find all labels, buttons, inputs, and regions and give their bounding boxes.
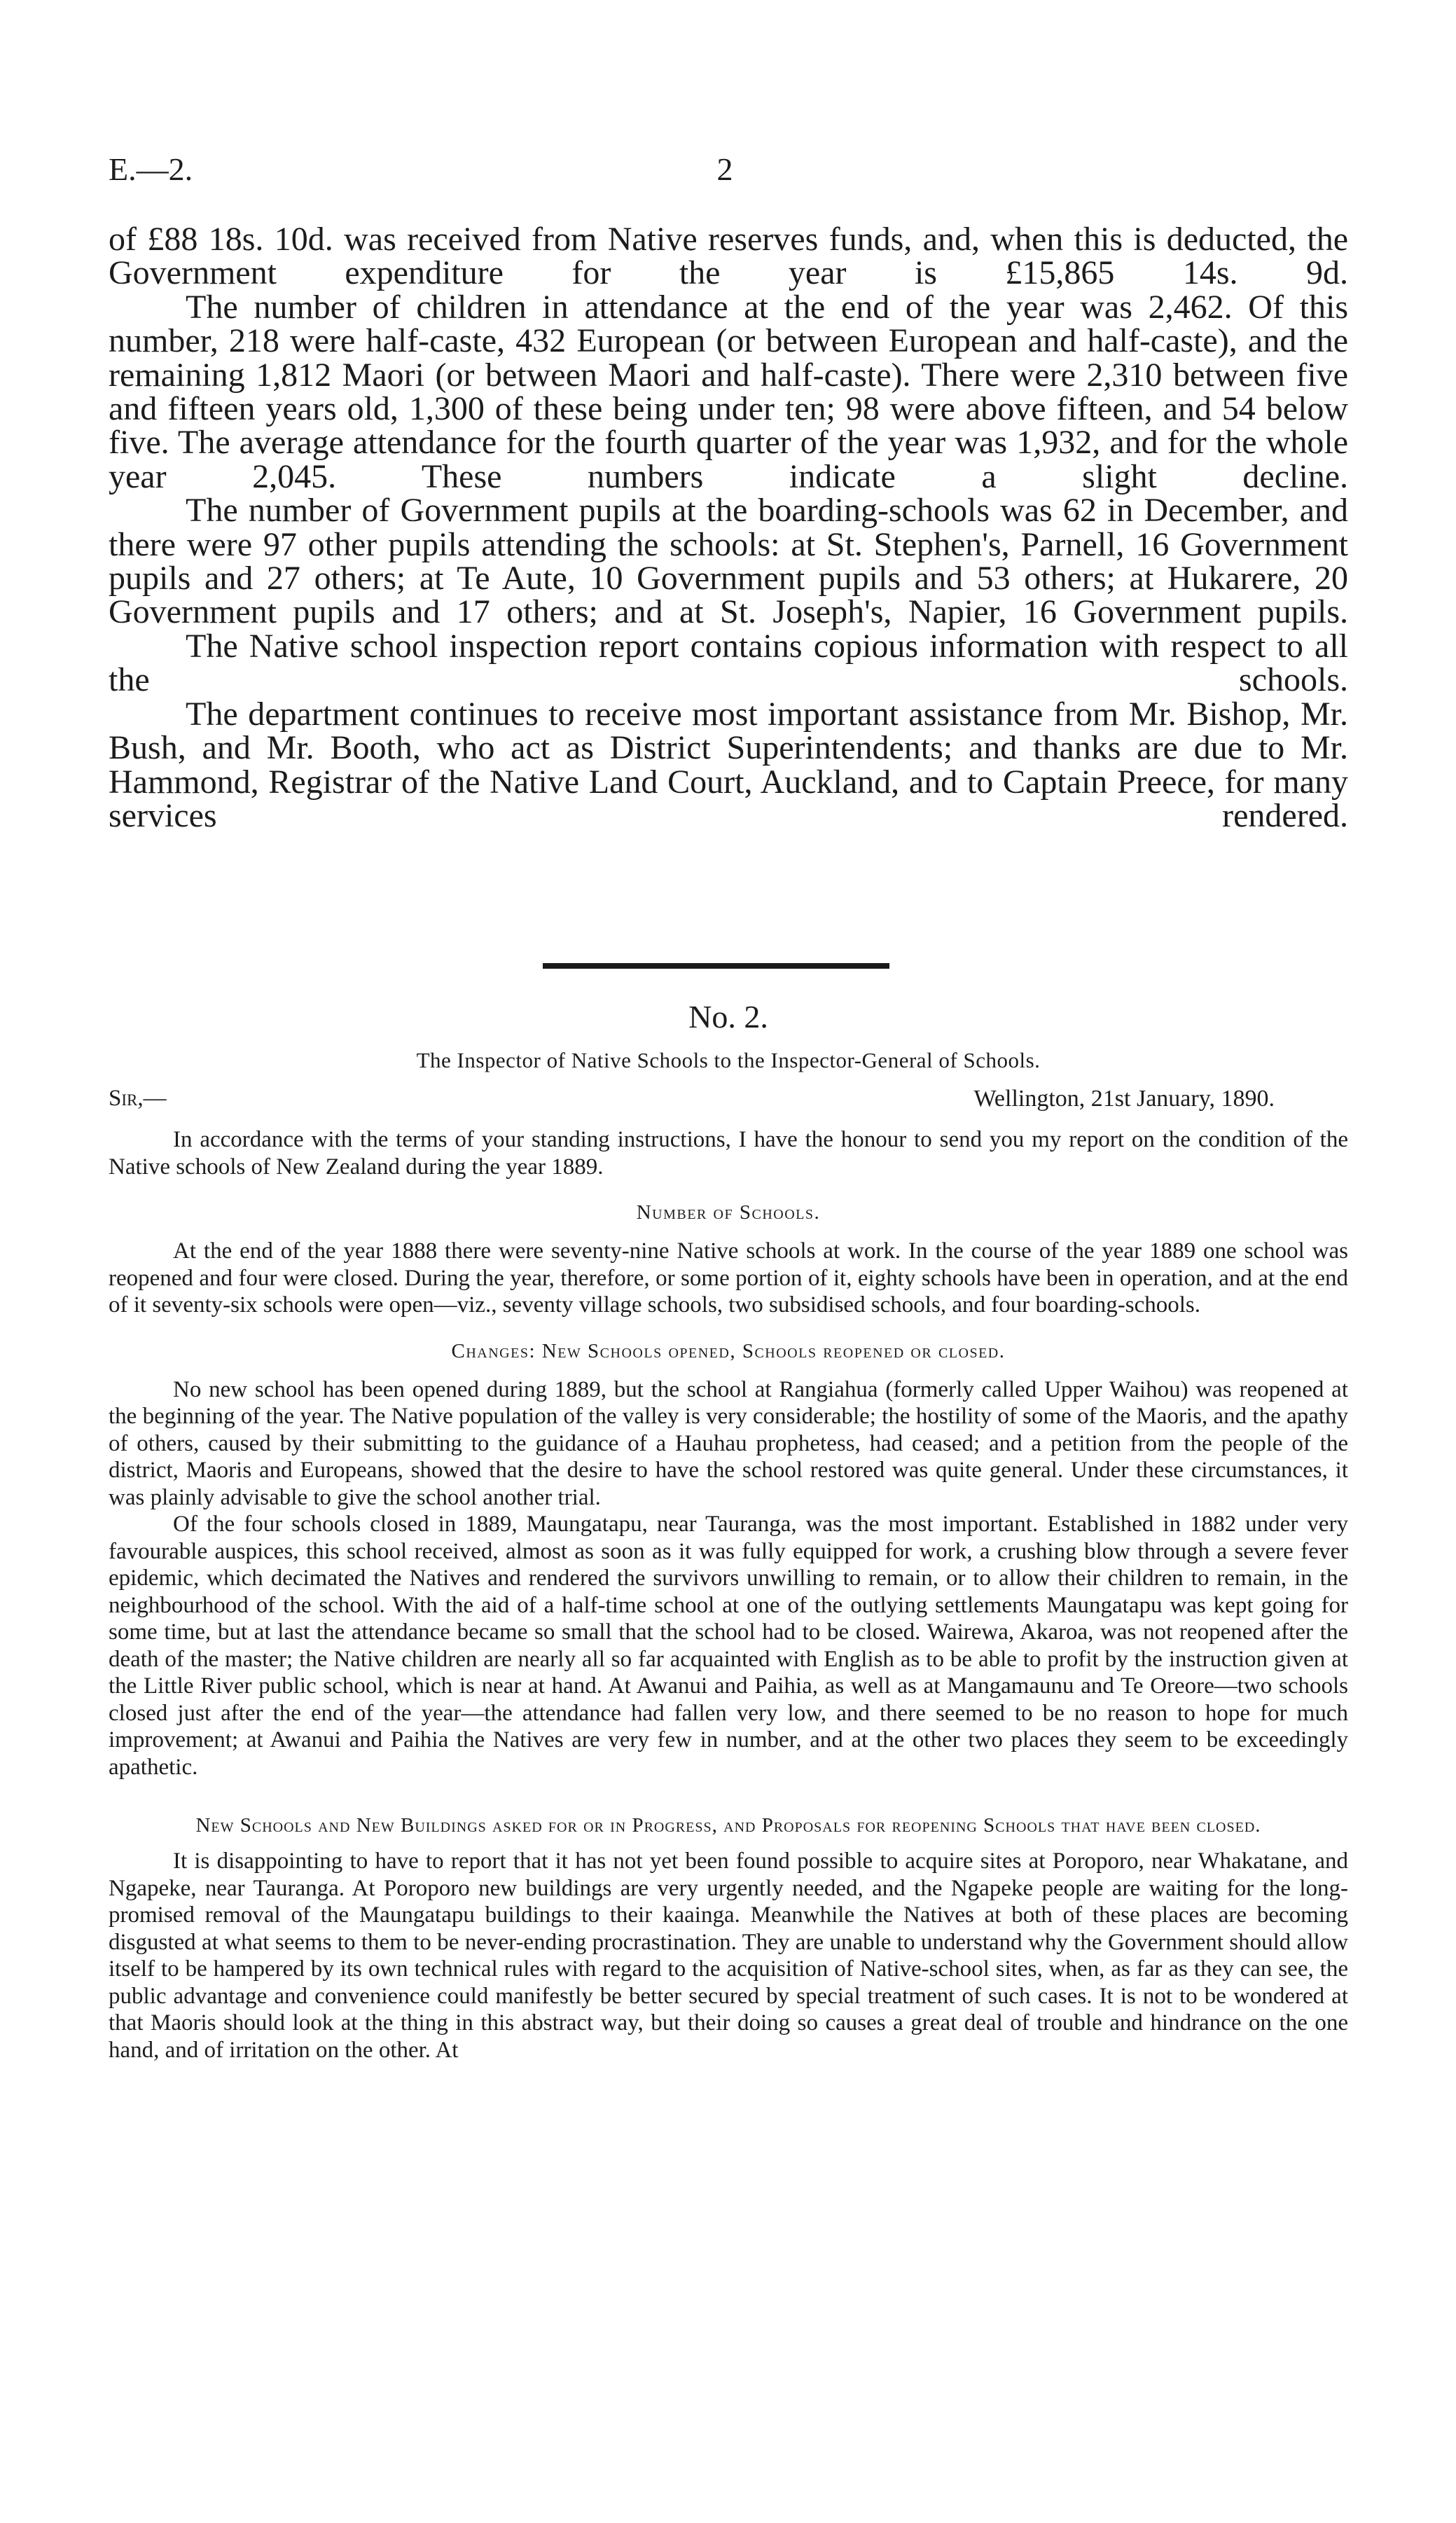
paragraph-changes-2: Of the four schools closed in 1889, Maungatapu, near Tauranga, was the most important. Established in 1882 under very favourable auspices, this school received, almost as soon as it was fully equipped for work, a crushing blow through a severe fever epidemic, which decimated the Natives and rendered the survivors unwilling to remain, or to allow their children to remain, in the neighbourhood of the school. With the aid of a half-time school at one of the outlying settlements Maungatapu was kept going for some time, but at last the attendance became so small that the school had to be closed. Wairewa, Akaroa, was not reopened after the death of the master; the Native children are nearly all so far acquainted with English as to be able to profit by the instruction given at the Little River public school, which is near at hand. At Awanui and Paihia, as well as at Mangamaunu and Te Oreore—two schools closed just after the end of the year—the attendance had fallen very low, and there seemed to be no reason to hope for much improvement; at Awanui and Paihia the Natives are very few in number, and at the other two places they seem to be exceedingly apathetic. — [109, 1512, 1348, 1780]
heading-new-schools: New Schools and New Buildings asked for or in Progress, and Proposals for reopening Schools that have been closed. — [195, 1814, 1261, 1837]
salutation: Sir,— — [109, 1086, 167, 1111]
lead-paragraph-1: of £88 18s. 10d. was received from Native reserves funds, and, when this is deducted, the Government expenditure for the year is £15,865 14s. 9d. — [109, 221, 1348, 292]
series-code: E.—2. — [109, 151, 193, 187]
dateline: Wellington, 21st January, 1890. — [973, 1086, 1275, 1112]
lead-paragraph-4: The Native school inspection report contains copious information with respect to all the schools. — [109, 627, 1348, 699]
lead-paragraph-2: The number of children in attendance at the end of the year was 2,462. Of this number, 218 were half-caste, 432 European (or between European and half-caste), and the remaining 1,812 Maori (or between Maori and half-caste). There were 2,310 between five and fifteen years old, 1,300 of these being under ten; 98 were above fifteen, and 54 below five. The average attendance for the fourth quarter of the year was 1,932, and for the whole year 2,045. These numbers indicate a slight decline. — [109, 288, 1348, 495]
report-intro: In accordance with the terms of your standing instructions, I have the honour to send you my report on the condition of the Native schools of New Zealand during the year 1889. — [109, 1127, 1348, 1180]
report-number: No. 2. — [688, 999, 768, 1035]
paragraph-number-of-schools: At the end of the year 1888 there were seventy-nine Native schools at work. In the course of the year 1889 one school was reopened and four were closed. During the year, therefore, or some portion of it, eighty schools have been in operation, and at the end of it seventy-six schools were open—viz., seventy village schools, two subsidised schools, and four boarding-schools. — [109, 1238, 1348, 1318]
report-title: The Inspector of Native Schools to the Inspector-General of Schools. — [416, 1048, 1041, 1072]
heading-number-of-schools: Number of Schools. — [636, 1201, 821, 1224]
paragraph-new-schools-1: It is disappointing to have to report that it has not yet been found possible to acquire sites at Poroporo, near Whakatane, and Ngapeke, near Tauranga. At Poroporo new buildings are very urgently needed, and the Ngapeke people are waiting for the long-promised removal of the Maungatapu buildings to their kaainga. Meanwhile the Natives at both of these places are becoming disgusted at what seems to them to be never-ending procrastination. They are unable to understand why the Government should allow itself to be hampered by its own technical rules with regard to the acquisition of Native-school sites, when, as far as they can see, the public advantage and convenience could manifestly be better secured by special treatment of such cases. It is not to be wondered at that Maoris should look at the thing in this abstract way, but their doing so causes a great deal of trouble and hindrance on the one hand, and of irritation on the other. At — [109, 1848, 1348, 2063]
paragraph-changes-1: No new school has been opened during 1889, but the school at Rangiahua (formerly called Upper Waihou) was reopened at the beginning of the year. The Native population of the valley is very considerable; the hostility of some of the Maoris, and the apathy of others, caused by their submitting to the guidance of a Hauhau prophetess, had ceased; and a petition from the people of the district, Maoris and Europeans, showed that the desire to have the school restored was quite general. Under these circumstances, it was plainly advisable to give the school another trial. — [109, 1376, 1348, 1510]
report-body — [109, 1126, 1348, 2064]
lead-text — [109, 223, 1348, 833]
page-number: 2 — [716, 151, 733, 187]
lead-paragraph-3: The number of Government pupils at the boarding-schools was 62 in December, and there were 97 other pupils attending the schools: at St. Stephen's, Parnell, 16 Government pupils and 27 others; at Te Aute, 10 Government pupils and 53 others; at Hukarere, 20 Government pupils and 17 others; and at St. Joseph's, Napier, 16 Government pupils. — [109, 492, 1348, 631]
running-header — [109, 151, 1348, 200]
heading-changes: Changes: New Schools opened, Schools reopened or closed. — [451, 1339, 1006, 1362]
section-divider-rule — [543, 963, 889, 969]
lead-paragraph-5: The department continues to receive most important assistance from Mr. Bishop, Mr. Bush, and Mr. Booth, who act as District Superintendents; and thanks are due to Mr. Hammond, Registrar of the Native Land Court, Auckland, and to Captain Preece, for many services rendered. — [109, 695, 1348, 834]
